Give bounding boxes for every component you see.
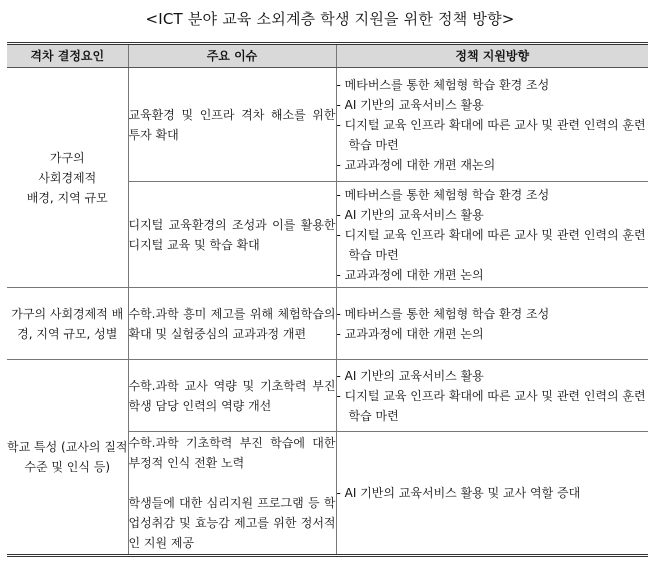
- direction-item: - 메타버스를 통한 체험형 학습 환경 조성: [336, 306, 550, 321]
- header-factor: 격차 결정요인: [7, 44, 128, 68]
- direction-item: - 메타버스를 통한 체험형 학습 환경 조성: [336, 77, 550, 92]
- header-direction: 정책 지원방향: [336, 44, 648, 68]
- issue-text: 수학.과학 기초학력 부진 학습에 대한 부정적 인식 전환 노력: [128, 436, 336, 470]
- direction-cell: [336, 360, 648, 432]
- direction-item: - 교과과정에 대한 개편 재논의: [336, 157, 496, 172]
- factor-cell: 학교 특성 (교사의 질적 수준 및 인식 등): [7, 360, 128, 556]
- factor-text: 가구의 사회경제적 배경, 지역 규모: [26, 150, 108, 205]
- table-row: [7, 360, 648, 432]
- policy-table: [7, 42, 648, 557]
- issue-cell: 교육환경 및 인프라 격차 해소를 위한 투자 확대: [128, 68, 336, 182]
- issue-cell: 수학.과학 교사 역량 및 기초학력 부진 학생 담당 인력의 역량 개선: [128, 360, 336, 432]
- table-row: [7, 288, 648, 360]
- direction-list: [337, 75, 649, 175]
- direction-list: [337, 185, 649, 285]
- direction-item: - 디지털 교육 인프라 확대에 따른 교사 및 관련 인력의 훈련 학습 마련: [336, 117, 646, 152]
- direction-item: - 메타버스를 통한 체험형 학습 환경 조성: [336, 187, 550, 202]
- direction-cell: [336, 182, 648, 288]
- direction-cell: [336, 432, 648, 556]
- header-issue: 주요 이슈: [128, 44, 336, 68]
- direction-cell: [336, 288, 648, 360]
- direction-cell: [336, 68, 648, 182]
- document-title: <ICT 분야 교육 소외계층 학생 지원을 위한 정책 방향>: [145, 10, 515, 28]
- table-row: [7, 68, 648, 182]
- direction-item: - 디지털 교육 인프라 확대에 따른 교사 및 관련 인력의 훈련 학습 마련: [336, 388, 646, 423]
- direction-list: [337, 483, 649, 503]
- direction-list: [337, 304, 649, 344]
- direction-item: - AI 기반의 교육서비스 활용 및 교사 역할 증대: [336, 486, 581, 500]
- factor-cell: 가구의 사회경제적 배경, 지역 규모, 성별: [7, 288, 128, 360]
- issue-cell: [128, 432, 336, 556]
- table-header-row: [7, 44, 648, 68]
- issue-text-extra: 학생들에 대한 심리지원 프로그램 등 학업성취감 및 효능감 제고를 위한 정서적인 지원 제공: [128, 496, 336, 550]
- direction-list: [337, 366, 649, 426]
- direction-item: - AI 기반의 교육서비스 활용: [336, 97, 484, 112]
- factor-cell: [7, 68, 128, 288]
- issue-cell: 수학.과학 흥미 제고를 위해 체험학습의 확대 및 실험중심의 교과과정 개편: [128, 288, 336, 360]
- direction-item: - 디지털 교육 인프라 확대에 따른 교사 및 관련 인력의 훈련 학습 마련: [336, 227, 646, 262]
- issue-cell: 디지털 교육환경의 조성과 이를 활용한 디지털 교육 및 학습 확대: [128, 182, 336, 288]
- direction-item: - 교과과정에 대한 개편 논의: [336, 267, 484, 282]
- direction-item: - AI 기반의 교육서비스 활용: [336, 368, 484, 383]
- direction-item: - 교과과정에 대한 개편 논의: [336, 326, 484, 341]
- direction-item: - AI 기반의 교육서비스 활용: [336, 207, 484, 222]
